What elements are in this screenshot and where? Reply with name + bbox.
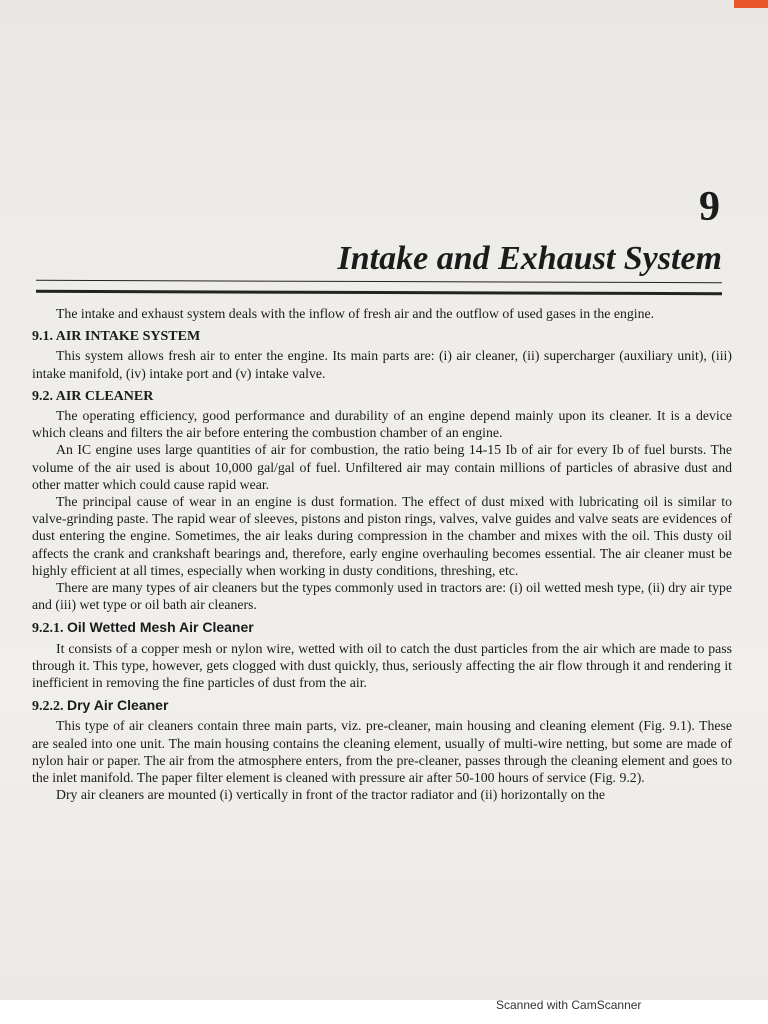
section-9-2-paragraph-3: The principal cause of wear in an engine is dust formation. The effect of dust mixed with lubricating oil is similar to valve-grinding paste. The rapid wear of sleeves, pistons and piston rings, valves, valve guides and valve seats are evidences of dust entering the engine. Sometimes, the air leaks during compression in the chamber and mixes with the oil. This dusty oil affects the crank and crankshaft bearings and, therefore, early engine overhauling becomes essential. The air cleaner must be highly efficient at all times, especially when working in dusty conditions, threshing, etc.	[32, 494, 732, 578]
section-9-2-2-paragraph-2: Dry air cleaners are mounted (i) vertically in front of the tractor radiator and (ii) horizontally on the	[56, 787, 605, 803]
section-9-1-paragraph: This system allows fresh air to enter the engine. Its main parts are: (i) air cleaner, (ii) supercharger (auxiliary unit), (iii) intake manifold, (iv) intake port and (v) intake valve.	[32, 348, 732, 381]
section-heading-9-2: 9.2. AIR CLEANER	[32, 388, 154, 404]
section-9-2-1-paragraph: It consists of a copper mesh or nylon wire, wetted with oil to catch the dust particles from the air which are made to pass through it. This type, however, gets clogged with dust quickly, thus, seriously affecting the air flow through it and rendering it inefficient in removing the fine particles of dust from the air.	[32, 640, 732, 691]
section-9-2-2-paragraph-1: This type of air cleaners contain three main parts, viz. pre-cleaner, main housing and cleaning element (Fig. 9.1). These are sealed into one unit. The main housing contains the cleaning element, usually of multi-wire netting, but some are made of nylon hair or paper. The air from the atmosphere enters, from the pre-cleaner, passes through the cleaning element and goes to the inlet manifold. The paper filter element is cleaned with pressure air after 50-100 hours of service (Fig. 9.2).	[32, 718, 732, 786]
section-title: Dry Air Cleaner	[67, 697, 169, 714]
section-heading-9-2-2	[32, 697, 732, 715]
section-number: 9.2.1.	[32, 621, 64, 637]
intro-paragraph: The intake and exhaust system deals with the inflow of fresh air and the outflow of used gases in the engine.	[56, 306, 655, 321]
corner-tab	[734, 0, 768, 8]
scanner-watermark: Scanned with CamScanner	[496, 998, 642, 1012]
chapter-body	[32, 305, 732, 803]
section-9-2-paragraph-4: There are many types of air cleaners but the types commonly used in tractors are: (i) oil wetted mesh type, (ii) dry air type and (iii) wet type or oil bath air cleaners.	[32, 580, 732, 613]
section-heading-9-1: 9.1. AIR INTAKE SYSTEM	[32, 329, 201, 345]
chapter-title: Intake and Exhaust System	[337, 240, 722, 277]
section-9-2-paragraph-1: The operating efficiency, good performance and durability of an engine depend mainly upon its cleaner. It is a device which cleans and filters the air before entering the combustion chamber of an engine.	[32, 408, 732, 441]
section-title: Oil Wetted Mesh Air Cleaner	[67, 619, 254, 636]
section-number: 9.2.2.	[32, 699, 64, 715]
section-9-2-paragraph-2: An IC engine uses large quantities of air for combustion, the ratio being 14-15 Ib of air for every Ib of fuel bursts. The volume of the air used is about 10,000 gal/gal of fuel. Unfiltered air may contain millions of particles of abrasive dust and other matter which could cause rapid wear.	[32, 442, 732, 492]
chapter-number: 9	[699, 184, 720, 230]
section-heading-9-2-1	[32, 619, 732, 637]
